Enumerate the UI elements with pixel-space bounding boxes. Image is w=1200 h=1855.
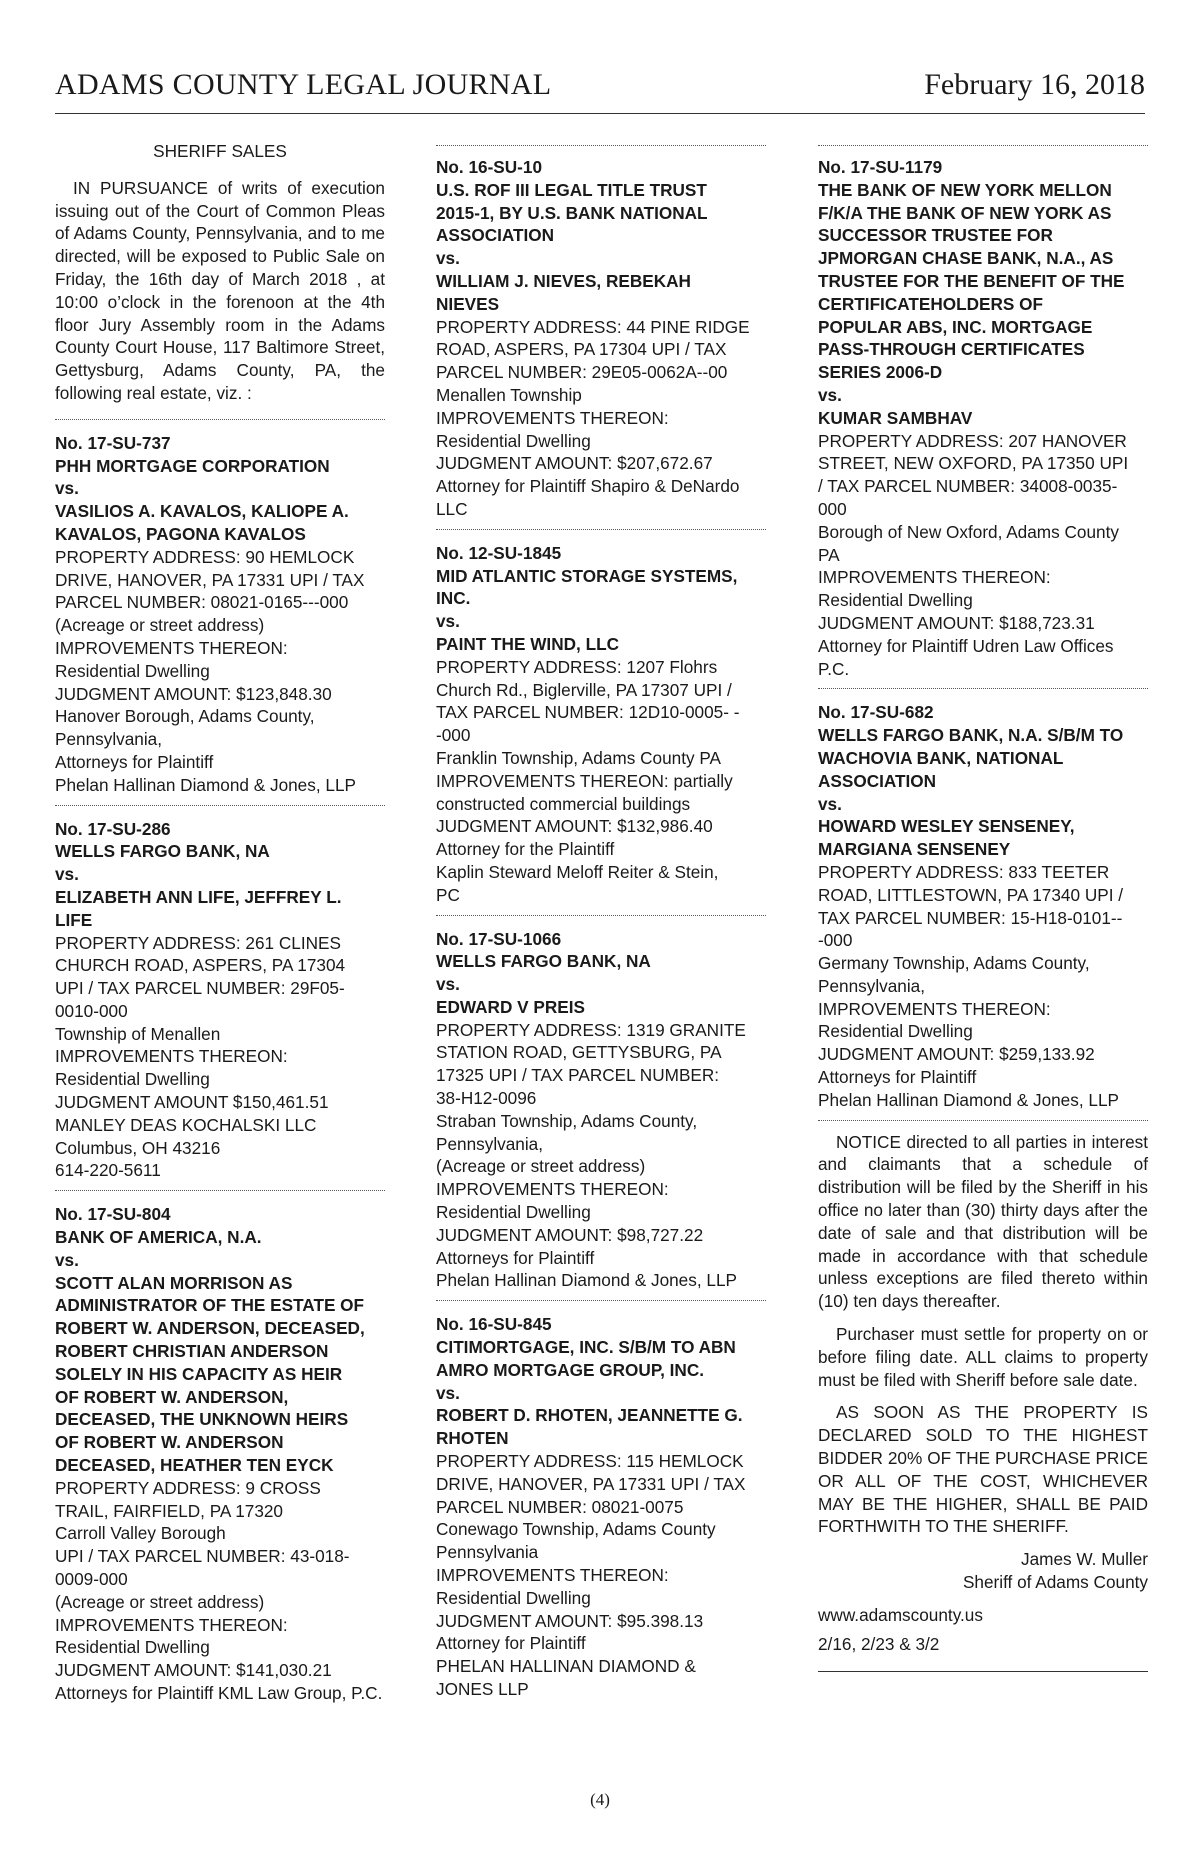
- case-party-line: PAINT THE WIND, LLC: [436, 633, 619, 654]
- case-detail-line: IMPROVEMENTS THEREON:: [55, 637, 288, 658]
- case-party-line: JPMORGAN CHASE BANK, N.A., AS: [818, 248, 1114, 269]
- case-detail-line: (Acreage or street address): [55, 1591, 265, 1612]
- divider: [436, 1300, 766, 1301]
- case-number: No. 17-SU-1066: [436, 928, 562, 949]
- case-detail-line: PROPERTY ADDRESS: 833 TEETER: [818, 861, 1110, 882]
- case-detail-line: PROPERTY ADDRESS: 1319 GRANITE: [436, 1019, 746, 1040]
- divider: [55, 1190, 385, 1191]
- case-detail-line: TAX PARCEL NUMBER: 15-H18-0101--: [818, 907, 1123, 928]
- sale-case: [436, 542, 766, 907]
- case-detail-line: P.C.: [818, 658, 850, 679]
- case-detail-line: Attorney for the Plaintiff: [436, 839, 615, 860]
- case-party-line: WELLS FARGO BANK, NA: [436, 951, 651, 972]
- case-detail-line: Residential Dwelling: [436, 430, 591, 451]
- case-detail-line: Residential Dwelling: [436, 1202, 591, 1223]
- case-number: No. 12-SU-1845: [436, 542, 562, 563]
- case-party-line: SUCCESSOR TRUSTEE FOR: [818, 225, 1053, 246]
- case-detail-line: Menallen Township: [436, 384, 582, 405]
- case-party-line: HOWARD WESLEY SENSENEY,: [818, 816, 1075, 837]
- sale-case: [55, 432, 385, 797]
- notice-paragraph-1: NOTICE directed to all parties in interest and claimants that a schedule of distribution will be filed by the Sheriff in his office no later than (30) thirty days after the date of sale and that distribution will be made in accordance with that schedule unless exceptions are filed thereto within (10) ten days thereafter.: [818, 1131, 1148, 1312]
- case-detail-line: JUDGMENT AMOUNT: $95.398.13: [436, 1610, 704, 1631]
- case-detail-line: PROPERTY ADDRESS: 115 HEMLOCK: [436, 1451, 744, 1472]
- case-detail-line: -000: [436, 725, 471, 746]
- case-detail-line: Germany Township, Adams County,: [818, 953, 1090, 974]
- publication-dates: 2/16, 2/23 & 3/2: [818, 1633, 940, 1654]
- case-detail-line: 000: [818, 498, 847, 519]
- case-detail-line: PROPERTY ADDRESS: 9 CROSS: [55, 1477, 321, 1498]
- case-party-line: vs.: [436, 1382, 460, 1403]
- case-party-line: F/K/A THE BANK OF NEW YORK AS: [818, 202, 1112, 223]
- case-detail-line: IMPROVEMENTS THEREON:: [436, 1565, 669, 1586]
- case-detail-line: Hanover Borough, Adams County,: [55, 706, 315, 727]
- case-detail-line: Phelan Hallinan Diamond & Jones, LLP: [55, 774, 356, 795]
- case-party-line: U.S. ROF III LEGAL TITLE TRUST: [436, 179, 707, 200]
- sale-case: [436, 156, 766, 521]
- case-detail-line: Borough of New Oxford, Adams County: [818, 521, 1119, 542]
- case-detail-line: STATION ROAD, GETTYSBURG, PA: [436, 1042, 722, 1063]
- issue-date: February 16, 2018: [924, 68, 1145, 101]
- divider: [818, 1120, 1148, 1121]
- case-detail-line: -000: [818, 930, 853, 951]
- case-party-line: KUMAR SAMBHAV: [818, 407, 973, 428]
- case-detail-line: Pennsylvania,: [55, 729, 163, 750]
- case-detail-line: Residential Dwelling: [818, 1021, 973, 1042]
- case-party-line: WELLS FARGO BANK, N.A. S/B/M TO: [818, 725, 1124, 746]
- case-detail-line: JUDGMENT AMOUNT $150,461.51: [55, 1092, 329, 1113]
- column-1: [55, 140, 385, 1705]
- case-number: No. 17-SU-737: [55, 432, 171, 453]
- case-detail-line: IMPROVEMENTS THEREON:: [55, 1614, 288, 1635]
- case-detail-line: PROPERTY ADDRESS: 44 PINE RIDGE: [436, 316, 750, 337]
- case-detail-line: Franklin Township, Adams County PA: [436, 747, 722, 768]
- sale-case: [436, 928, 766, 1293]
- case-detail-line: PC: [436, 884, 460, 905]
- journal-title: ADAMS COUNTY LEGAL JOURNAL: [55, 68, 552, 101]
- section-title: SHERIFF SALES: [153, 141, 287, 161]
- notice-paragraph-3: AS SOON AS THE PROPERTY IS DECLARED SOLD TO THE HIGHEST BIDDER 20% OF THE PURCHASE PRICE OR ALL OF THE COST, WHICHEVER MAY BE THE HIGHER, SHALL BE PAID FORTHWITH TO THE SHERIFF.: [818, 1402, 1148, 1537]
- sale-case: [436, 1313, 766, 1701]
- sale-case: [55, 1203, 385, 1705]
- case-party-line: vs.: [436, 611, 460, 632]
- case-party-line: WELLS FARGO BANK, NA: [55, 841, 270, 862]
- case-detail-line: Conewago Township, Adams County: [436, 1519, 716, 1540]
- case-detail-line: TRAIL, FAIRFIELD, PA 17320: [55, 1500, 283, 1521]
- case-detail-line: DRIVE, HANOVER, PA 17331 UPI / TAX: [436, 1473, 746, 1494]
- case-party-line: ADMINISTRATOR OF THE ESTATE OF: [55, 1295, 365, 1316]
- page-header: [55, 68, 1145, 104]
- case-party-line: ROBERT CHRISTIAN ANDERSON: [55, 1341, 329, 1362]
- case-party-line: VASILIOS A. KAVALOS, KALIOPE A.: [55, 501, 349, 522]
- case-party-line: vs.: [55, 478, 79, 499]
- divider: [818, 688, 1148, 689]
- case-party-line: PASS-THROUGH CERTIFICATES: [818, 339, 1085, 360]
- case-detail-line: JUDGMENT AMOUNT: $259,133.92: [818, 1044, 1095, 1065]
- divider: [55, 419, 385, 420]
- case-detail-line: Residential Dwelling: [55, 1637, 210, 1658]
- case-detail-line: Attorney for Plaintiff Udren Law Offices: [818, 635, 1114, 656]
- page-number: (4): [590, 1790, 610, 1809]
- case-detail-line: PROPERTY ADDRESS: 261 CLINES: [55, 932, 341, 953]
- sale-case: [55, 818, 385, 1183]
- column-2: [436, 145, 766, 1701]
- case-detail-line: constructed commercial buildings: [436, 793, 691, 814]
- case-detail-line: ROAD, LITTLESTOWN, PA 17340 UPI /: [818, 884, 1124, 905]
- case-party-line: WILLIAM J. NIEVES, REBEKAH: [436, 270, 691, 291]
- case-detail-line: Pennsylvania: [436, 1542, 539, 1563]
- case-party-line: vs.: [818, 384, 842, 405]
- case-party-line: NIEVES: [436, 293, 500, 314]
- case-party-line: WACHOVIA BANK, NATIONAL: [818, 747, 1064, 768]
- case-detail-line: Residential Dwelling: [436, 1587, 591, 1608]
- case-party-line: DECEASED, HEATHER TEN EYCK: [55, 1455, 334, 1476]
- case-party-line: ROBERT D. RHOTEN, JEANNETTE G.: [436, 1405, 743, 1426]
- case-detail-line: Residential Dwelling: [55, 660, 210, 681]
- case-detail-line: JUDGMENT AMOUNT: $123,848.30: [55, 683, 332, 704]
- case-detail-line: Straban Township, Adams County,: [436, 1110, 698, 1131]
- case-detail-line: JUDGMENT AMOUNT: $98,727.22: [436, 1224, 704, 1245]
- case-detail-line: LLC: [436, 498, 468, 519]
- case-detail-line: PA: [818, 544, 840, 565]
- divider: [818, 145, 1148, 146]
- case-detail-line: JUDGMENT AMOUNT: $188,723.31: [818, 612, 1095, 633]
- case-detail-line: 0010-000: [55, 1000, 128, 1021]
- case-party-line: OF ROBERT W. ANDERSON,: [55, 1386, 289, 1407]
- case-detail-line: 38-H12-0096: [436, 1088, 537, 1109]
- case-detail-line: Residential Dwelling: [818, 590, 973, 611]
- case-detail-line: Attorneys for Plaintiff KML Law Group, P.C.: [55, 1683, 383, 1703]
- case-detail-line: Township of Menallen: [55, 1023, 221, 1044]
- case-detail-line: 0009-000: [55, 1569, 128, 1590]
- case-number: No. 17-SU-286: [55, 818, 171, 839]
- divider: [436, 145, 766, 146]
- case-detail-line: (Acreage or street address): [55, 615, 265, 636]
- case-detail-line: (Acreage or street address): [436, 1156, 646, 1177]
- case-detail-line: ROAD, ASPERS, PA 17304 UPI / TAX: [436, 339, 727, 360]
- case-party-line: SCOTT ALAN MORRISON AS: [55, 1272, 293, 1293]
- case-detail-line: 614-220-5611: [55, 1160, 161, 1181]
- case-party-line: vs.: [55, 1249, 79, 1270]
- case-detail-line: TAX PARCEL NUMBER: 12D10-0005- -: [436, 702, 740, 723]
- case-party-line: ASSOCIATION: [818, 770, 937, 791]
- case-party-line: vs.: [818, 793, 842, 814]
- divider: [436, 529, 766, 530]
- case-detail-line: STREET, NEW OXFORD, PA 17350 UPI: [818, 453, 1129, 474]
- case-detail-line: PROPERTY ADDRESS: 1207 Flohrs: [436, 656, 718, 677]
- case-party-line: DECEASED, THE UNKNOWN HEIRS: [55, 1409, 349, 1430]
- case-party-line: CITIMORTGAGE, INC. S/B/M TO ABN: [436, 1337, 736, 1358]
- case-detail-line: PARCEL NUMBER: 08021-0165---000: [55, 592, 349, 613]
- case-party-line: LIFE: [55, 909, 93, 930]
- case-detail-line: IMPROVEMENTS THEREON:: [436, 407, 669, 428]
- column-3: [818, 145, 1148, 1672]
- case-party-line: MARGIANA SENSENEY: [818, 839, 1011, 860]
- case-party-line: INC.: [436, 588, 471, 609]
- case-detail-line: 17325 UPI / TAX PARCEL NUMBER:: [436, 1065, 720, 1086]
- case-party-line: SERIES 2006-D: [818, 362, 943, 383]
- case-party-line: RHOTEN: [436, 1428, 509, 1449]
- case-party-line: ASSOCIATION: [436, 225, 555, 246]
- case-detail-line: IMPROVEMENTS THEREON:: [55, 1046, 288, 1067]
- case-detail-line: Carroll Valley Borough: [55, 1523, 226, 1544]
- case-party-line: AMRO MORTGAGE GROUP, INC.: [436, 1359, 705, 1380]
- case-party-line: KAVALOS, PAGONA KAVALOS: [55, 523, 306, 544]
- case-detail-line: PARCEL NUMBER: 29E05-0062A--00: [436, 362, 728, 383]
- case-detail-line: Attorney for Plaintiff: [436, 1633, 586, 1654]
- notice-paragraph-2: Purchaser must settle for property on or before filing date. ALL claims to property must be filed with Sheriff before sale date.: [818, 1324, 1148, 1390]
- case-party-line: BANK OF AMERICA, N.A.: [55, 1227, 262, 1248]
- case-detail-line: / TAX PARCEL NUMBER: 34008-0035-: [818, 476, 1118, 497]
- case-detail-line: PROPERTY ADDRESS: 90 HEMLOCK: [55, 546, 355, 567]
- case-detail-line: CHURCH ROAD, ASPERS, PA 17304: [55, 955, 346, 976]
- signer-title: Sheriff of Adams County: [962, 1572, 1148, 1593]
- case-detail-line: Attorneys for Plaintiff: [55, 751, 214, 772]
- case-party-line: PHH MORTGAGE CORPORATION: [55, 455, 330, 476]
- case-detail-line: Columbus, OH 43216: [55, 1137, 221, 1158]
- case-party-line: 2015-1, BY U.S. BANK NATIONAL: [436, 202, 708, 223]
- case-detail-line: IMPROVEMENTS THEREON:: [436, 1179, 669, 1200]
- website-link[interactable]: www.adamscounty.us: [818, 1604, 983, 1625]
- case-detail-line: Church Rd., Biglerville, PA 17307 UPI /: [436, 679, 732, 700]
- notice-block: [818, 1131, 1148, 1673]
- case-party-line: vs.: [436, 248, 460, 269]
- case-detail-line: Residential Dwelling: [55, 1069, 210, 1090]
- case-detail-line: PHELAN HALLINAN DIAMOND &: [436, 1656, 696, 1677]
- case-detail-line: Kaplin Steward Meloff Reiter & Stein,: [436, 861, 719, 882]
- case-party-line: MID ATLANTIC STORAGE SYSTEMS,: [436, 565, 738, 586]
- case-number: No. 16-SU-845: [436, 1314, 552, 1335]
- case-party-line: TRUSTEE FOR THE BENEFIT OF THE: [818, 270, 1125, 291]
- case-party-line: POPULAR ABS, INC. MORTGAGE: [818, 316, 1093, 337]
- case-detail-line: Phelan Hallinan Diamond & Jones, LLP: [436, 1270, 737, 1291]
- case-detail-line: JONES LLP: [436, 1679, 529, 1699]
- case-detail-line: IMPROVEMENTS THEREON: partially: [436, 770, 733, 791]
- intro-paragraph: IN PURSUANCE of writs of execution issuing out of the Court of Common Pleas of Adams County, Pennsylvania, and to me directed, will be exposed to Public Sale on Friday, the 16th day of March 2018 , at 10:00 o’clock in the forenoon at the 4th floor Jury Assembly room in the Adams County Court House, 117 Baltimore Street, Gettysburg, Adams County, PA, the following real estate, viz. :: [55, 177, 385, 403]
- case-detail-line: IMPROVEMENTS THEREON:: [818, 998, 1051, 1019]
- case-detail-line: JUDGMENT AMOUNT: $132,986.40: [436, 816, 713, 837]
- sale-case: [818, 701, 1148, 1111]
- bottom-rule: [818, 1671, 1148, 1672]
- case-detail-line: UPI / TAX PARCEL NUMBER: 43-018-: [55, 1546, 350, 1567]
- case-detail-line: Attorney for Plaintiff Shapiro & DeNardo: [436, 476, 740, 497]
- case-detail-line: Pennsylvania,: [818, 975, 926, 996]
- case-party-line: THE BANK OF NEW YORK MELLON: [818, 179, 1112, 200]
- case-party-line: vs.: [55, 864, 79, 885]
- case-detail-line: Pennsylvania,: [436, 1133, 544, 1154]
- case-detail-line: IMPROVEMENTS THEREON:: [818, 567, 1051, 588]
- case-number: No. 16-SU-10: [436, 157, 543, 177]
- case-party-line: EDWARD V PREIS: [436, 996, 585, 1017]
- header-rule: [55, 113, 1145, 114]
- case-party-line: ROBERT W. ANDERSON, DECEASED,: [55, 1318, 365, 1339]
- case-party-line: ELIZABETH ANN LIFE, JEFFREY L.: [55, 886, 342, 907]
- case-party-line: OF ROBERT W. ANDERSON: [55, 1432, 284, 1453]
- divider: [436, 915, 766, 916]
- case-party-line: vs.: [436, 974, 460, 995]
- case-number: No. 17-SU-682: [818, 702, 934, 723]
- case-party-line: SOLELY IN HIS CAPACITY AS HEIR: [55, 1363, 343, 1384]
- case-detail-line: Phelan Hallinan Diamond & Jones, LLP: [818, 1089, 1119, 1110]
- case-number: No. 17-SU-1179: [818, 157, 943, 177]
- divider: [55, 805, 385, 806]
- case-detail-line: Attorneys for Plaintiff: [436, 1247, 595, 1268]
- case-detail-line: PROPERTY ADDRESS: 207 HANOVER: [818, 430, 1127, 451]
- case-detail-line: MANLEY DEAS KOCHALSKI LLC: [55, 1114, 317, 1135]
- case-number: No. 17-SU-804: [55, 1204, 171, 1225]
- case-detail-line: PARCEL NUMBER: 08021-0075: [436, 1496, 684, 1517]
- case-detail-line: JUDGMENT AMOUNT: $207,672.67: [436, 453, 713, 474]
- case-detail-line: Attorneys for Plaintiff: [818, 1067, 977, 1088]
- signer-name: James W. Muller: [1020, 1549, 1148, 1570]
- sale-case: [818, 156, 1148, 680]
- case-detail-line: JUDGMENT AMOUNT: $141,030.21: [55, 1660, 332, 1681]
- case-party-line: CERTIFICATEHOLDERS OF: [818, 293, 1044, 314]
- case-detail-line: DRIVE, HANOVER, PA 17331 UPI / TAX: [55, 569, 365, 590]
- case-detail-line: UPI / TAX PARCEL NUMBER: 29F05-: [55, 978, 345, 999]
